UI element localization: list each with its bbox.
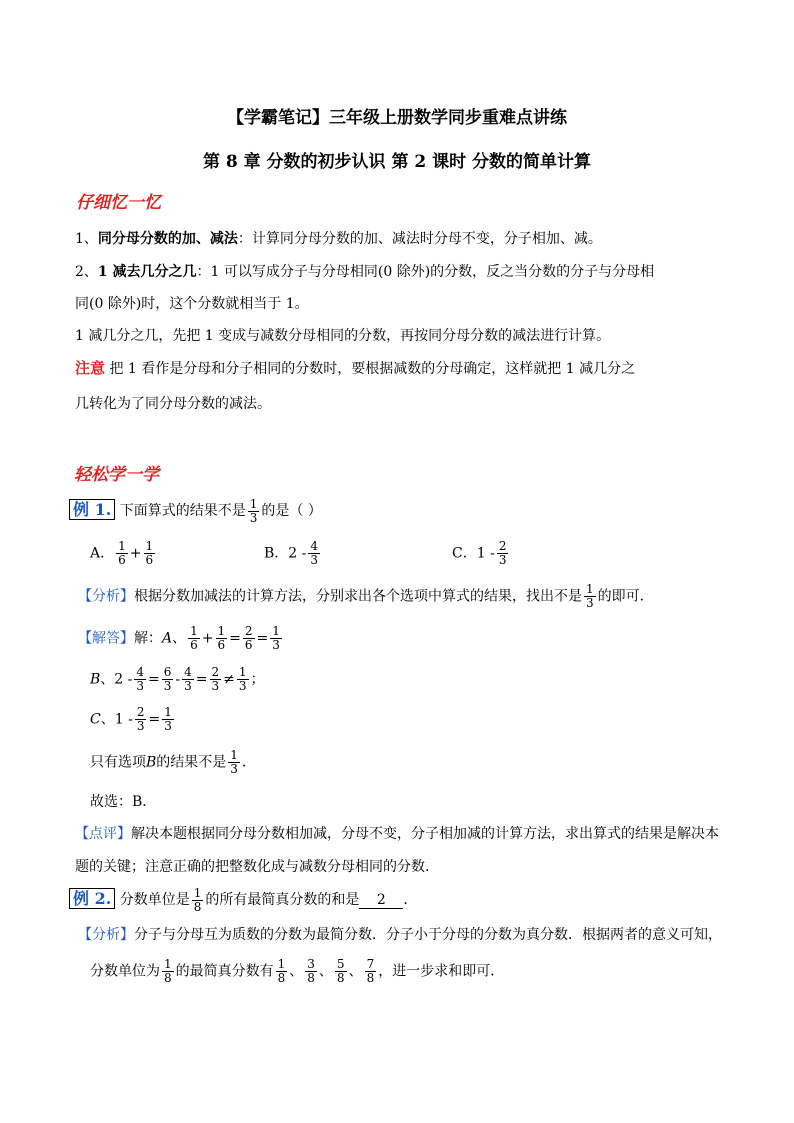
recall-point-2-cont: 同(0 除外)时，这个分数就相当于 1。	[75, 296, 309, 312]
recall-point-2: 2、1 减去几分之几：1 可以写成分子与分母相同(0 除外)的分数，反之当分数的分子与分母相	[75, 264, 655, 280]
example-1-comment-cont: 题的关键；注意正确的把整数化成与减数分母相同的分数．	[75, 859, 439, 875]
section-heading-learn: 轻松学一学	[74, 465, 159, 485]
answer-line-c: C、1 - $\frac{2}{3}$ = $\frac{1}{3}$	[90, 705, 172, 733]
option-c: C．1 - $\frac{2}{3}$	[452, 539, 507, 567]
note-label: 注意	[75, 359, 106, 377]
answer-blank: 2	[359, 892, 403, 909]
example-1-label: 例 1.	[69, 499, 115, 520]
title-line-2: 第 8 章 分数的初步认识 第 2 课时 分数的简单计算	[202, 152, 592, 172]
option-a: A． $\frac{1}{6}$ + $\frac{1}{6}$	[90, 539, 154, 567]
example-1-question: 例 1. 下面算式的结果不是 $\frac{1}{3}$ 的是（ ）	[69, 497, 322, 525]
example-2-analysis: 【分析】分子与分母互为质数的分数为最简分数．分子小于分母的分数为真分数．根据两者的意义可知，	[78, 927, 722, 943]
section-heading-recall: 仔细忆一忆	[76, 193, 161, 213]
answer-line-a: 【解答】解：A、 $\frac{1}{6}$ + $\frac{1}{6}$ = $\frac{2}{6}$ = $\frac{1}{3}$	[78, 624, 280, 652]
answer-line-b: B、2 - $\frac{4}{3}$ = $\frac{6}{3}$ - $\frac{4}{3}$ = $\frac{2}{3}$ ≠ $\frac{1}{3}$ ；	[90, 665, 265, 693]
note-line-1: 注意 把 1 看作是分母和分子相同的分数时，要根据减数的分母确定，这样就把 1 减几分之	[75, 359, 636, 377]
recall-point-3: 1 减几分之几，先把 1 变成与减数分母相同的分数，再按同分母分数的减法进行计算。	[75, 328, 611, 344]
example-2-analysis-cont: 分数单位为 $\frac{1}{8}$ 的最简真分数有 $\frac{1}{8}$ 、 $\frac{3}{8}$ 、 $\frac{5}{8}$ 、 $\frac{7}{8}$ ，进一步求和即可．	[90, 957, 505, 985]
example-2-question: 例 2. 分数单位是 $\frac{1}{8}$ 的所有最简真分数的和是 2 ．	[69, 886, 417, 914]
title-line-1: 【学霸笔记】三年级上册数学同步重难点讲练	[227, 108, 567, 128]
answer-summary: 只有选项B的结果不是 $\frac{1}{3}$ ．	[90, 748, 256, 776]
example-2-label: 例 2.	[69, 888, 115, 909]
answer-conclusion: 故选：B．	[90, 794, 157, 810]
option-b: B．2 - $\frac{4}{3}$	[264, 539, 319, 567]
note-line-2: 几转化为了同分母分数的减法。	[75, 396, 271, 412]
recall-point-1: 1、同分母分数的加、减法：计算同分母分数的加、减法时分母不变，分子相加、减。	[75, 231, 602, 247]
example-1-analysis: 【分析】根据分数加减法的计算方法，分别求出各个选项中算式的结果，找出不是 $\frac{1}{3}$ 的即可．	[78, 582, 654, 610]
example-1-comment: 【点评】解决本题根据同分母分数相加减，分母不变，分子相加减的计算方法，求出算式的结果是解决本	[75, 826, 719, 842]
